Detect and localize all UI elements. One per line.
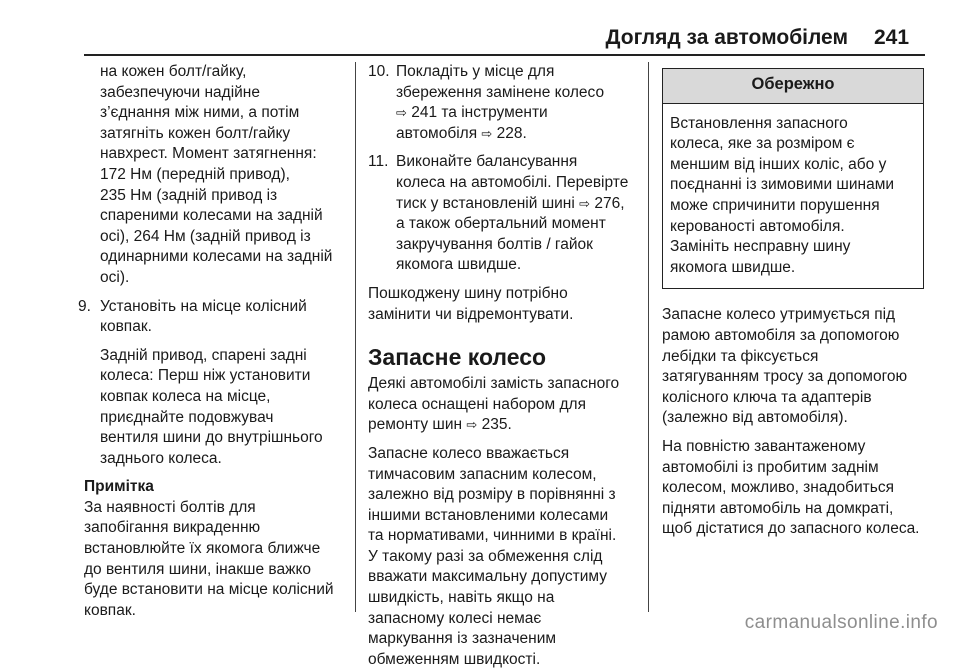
text-line: колеса на автомобілі. Перевірте [396,173,629,191]
text-line [396,124,634,145]
text-line: ковпак. [84,601,136,619]
text-line: швидкість, навіть якщо на [368,589,555,607]
text-line: Задній привод, спарені задні [100,346,307,364]
text-line: може спричинити порушення [670,196,880,214]
text-line: замінити чи відремонтувати. [368,305,574,323]
page-ref[interactable]: 241 та інструменти [411,104,548,122]
text-line: лебідки та фіксується [662,347,819,365]
text-line: з’єднання між ними, а потім [100,104,300,122]
text-line: залежно від розміру в порівнянні з [368,486,616,504]
text-line: приєднайте подовжувач [100,408,274,426]
caution-body [663,104,923,289]
text-line: Деякі автомобілі замість запасного [368,375,620,393]
text-span: тиск у встановленій шині [396,194,575,212]
text-line: меншим від інших коліс, або у [670,155,887,173]
text-line: За наявності болтів для [84,498,256,516]
column-2 [368,62,634,670]
text-line: Пошкоджену шину потрібно [368,284,568,302]
header-rule [84,54,925,56]
text-line: іншими встановленими колесами [368,506,609,524]
text-line: запасному колесі немає [368,609,542,627]
text-line: колісного ключа та адаптерів [662,388,872,406]
text-line: осі). [100,268,130,286]
page-number: 241 [874,26,910,49]
text-line: керованості автомобіля. [670,217,845,235]
text-line: Установіть на місце колісний [100,297,307,315]
text-line: запобігання викраденню [84,519,261,537]
text-line: якомога швидше. [670,258,796,276]
section-header-title: Догляд за автомобілем [605,26,848,49]
text-line: колеса: Перш ніж установити [100,367,311,385]
text-line [368,415,634,436]
text-line: буде встановити на місце колісний [84,581,334,599]
text-line: заднього колеса. [100,449,222,467]
text-line: На повністю завантаженому [662,437,866,455]
text-line: навхрест. Момент затягнення: [100,145,317,163]
arrow-icon: ⇨ [579,195,591,211]
text-line: а також обертальний момент [396,215,606,233]
text-line: затягніть кожен болт/гайку [100,124,291,142]
intro-paragraph [368,374,634,436]
step-11 [368,152,634,276]
temporary-spare-paragraph [368,444,634,670]
caution-box [662,68,924,289]
text-line [396,194,634,215]
text-line: рамою автомобіля за допомогою [662,326,900,344]
text-line: маркування із зазначеним [368,630,557,648]
text-line: колеса, яке за розміром є [670,135,855,153]
text-line: Покладіть у місце для [396,63,555,80]
text-line: тимчасовим запасним колесом, [368,465,597,483]
text-line: збереження замінене колесо [396,83,605,101]
text-line: Запасне колесо утримується під [662,306,896,324]
damaged-tire-paragraph [368,284,634,325]
text-line: та нормативами, чинними в країні. [368,527,617,545]
text-line: Запасне колесо вважається [368,444,570,462]
page-ref[interactable]: 228. [496,124,527,142]
caution-title: Обережно [663,69,923,104]
text-line: Замініть несправну шину [670,238,851,256]
text-line: осі), 264 Нм (задній привод із [100,227,311,245]
text-line: одинарними колесами на задній [100,248,333,266]
text-line: до вентиля шини, інакше важко [84,560,312,578]
loaded-vehicle-paragraph [662,437,924,540]
section-title: Запасне колесо [368,344,547,371]
text-line: 235 Нм (задній привод із [100,186,278,204]
step-9-extra [100,346,352,470]
watermark: carmanualsonline.info [744,612,938,633]
arrow-icon: ⇨ [466,417,478,433]
text-line: вважати максимальну допустиму [368,568,608,586]
text-line: спареними колесами на задній [100,207,323,225]
note-body [84,498,352,622]
text-line: колеса оснащені набором для [368,395,586,413]
text-line: ковпак колеса на місце, [100,387,271,405]
step-number: 10. [368,63,390,80]
text-span: ремонту шин [368,416,463,434]
text-line: затягуванням тросу за допомогою [662,368,908,386]
note-heading: Примітка [84,478,154,496]
text-line: якомога швидше. [396,256,522,274]
column-divider-1 [355,62,356,612]
text-line: вентиля шини до внутрішнього [100,429,323,447]
column-3 [662,62,924,540]
text-line [396,103,634,124]
text-line: колесом, можливо, знадобиться [662,479,894,497]
text-line: поєднанні із зимовими шинами [670,176,895,194]
text-line: автомобілі із пробитим заднім [662,458,879,476]
arrow-icon: ⇨ [481,125,493,141]
text-line: Встановлення запасного [670,114,848,132]
step-8-continued [84,62,352,289]
arrow-icon: ⇨ [396,105,407,121]
text-line: на кожен болт/гайку, [100,63,247,80]
page-header [0,26,960,58]
text-span: автомобіля [396,124,478,142]
text-line: У такому разі за обмеження слід [368,547,603,565]
text-line: (залежно від автомобіля). [662,409,848,427]
text-line: щоб дістатися до запасного колеса. [662,520,920,538]
step-number: 11. [368,153,389,171]
text-line: підняти автомобіль на домкраті, [662,499,894,517]
step-10 [368,62,634,144]
page-ref[interactable]: 276, [594,194,625,212]
page-ref[interactable]: 235. [481,416,512,434]
text-line: обмеженням швидкості. [368,650,541,668]
text-line: ковпак. [100,318,152,336]
column-1 [78,62,352,621]
column-divider-2 [648,62,649,612]
text-line: забезпечуючи надійне [100,83,260,101]
step-number: 9. [78,297,91,315]
text-line: 172 Нм (передній привод), [100,165,290,183]
text-line: закручування болтів / гайок [396,235,593,253]
text-line: встановлюйте їх якомога ближче [84,540,321,558]
step-9 [78,297,352,470]
spare-secured-paragraph [662,305,924,429]
text-line: Виконайте балансування [396,153,578,171]
